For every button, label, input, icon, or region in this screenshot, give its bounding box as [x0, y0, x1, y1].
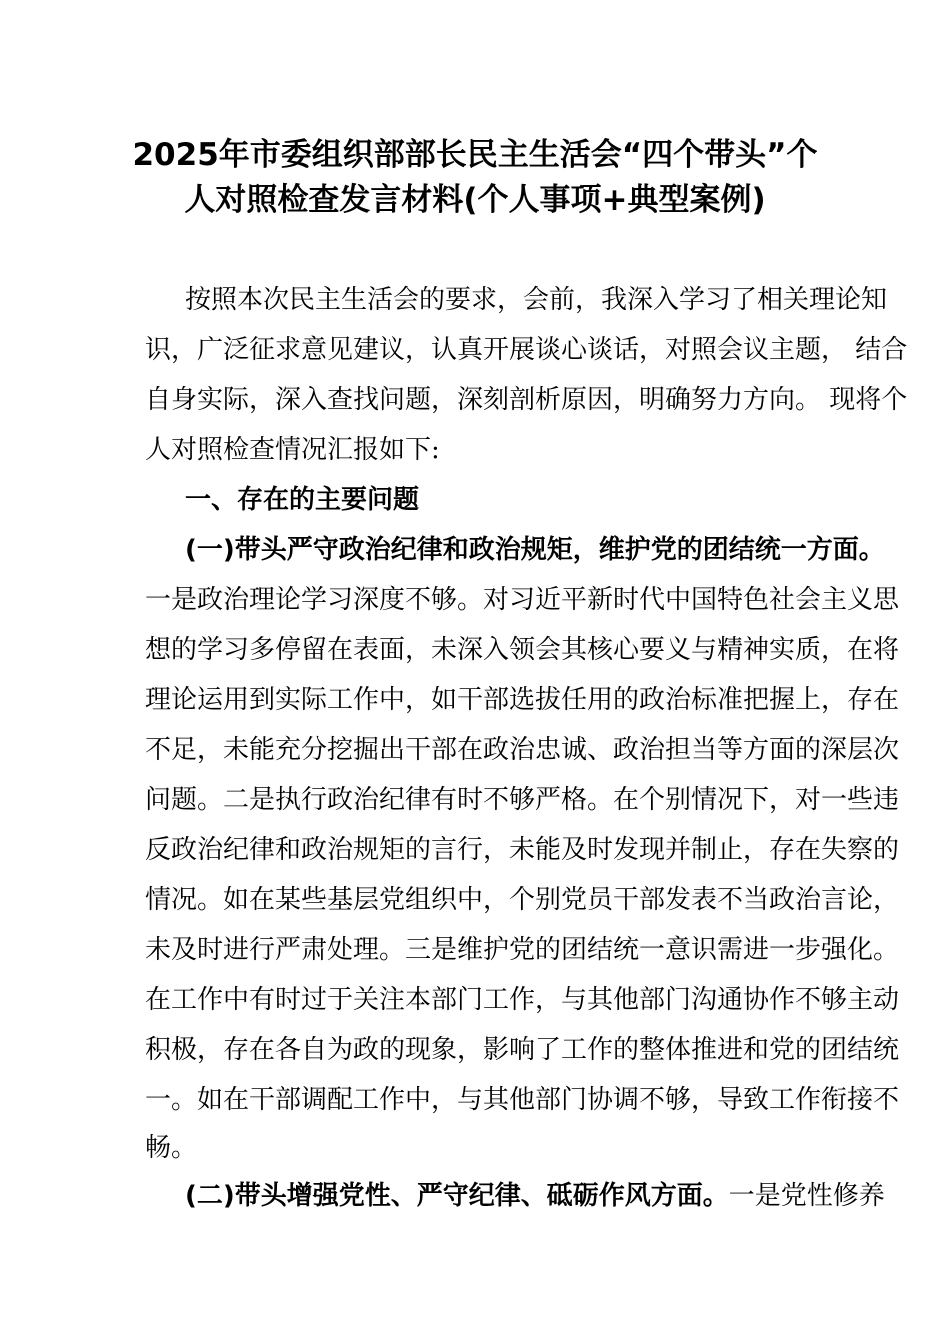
paragraph-line: 想的学习多停留在表面，未深入领会其核心要义与精神实质，在将: [145, 635, 900, 665]
subsection-heading: (一)带头严守政治纪律和政治规矩，维护党的团结统一方面。: [185, 535, 885, 565]
paragraph-line-mixed: [145, 1171, 885, 1221]
document-title-line-2: 人对照检查发言材料(个人事项+典型案例): [184, 182, 766, 218]
paragraph-line: 理论运用到实际工作中，如干部选拔任用的政治标准把握上，存在: [145, 685, 900, 715]
paragraph-line: 积极，存在各自为政的现象，影响了工作的整体推进和党的团结统: [145, 1035, 900, 1065]
paragraph-line: 畅。: [145, 1133, 198, 1163]
subsection-heading: (二)带头增强党性、严守纪律、砥砺作风方面。: [185, 1181, 729, 1211]
section-heading: 一、存在的主要问题: [185, 485, 420, 515]
paragraph-line: 按照本次民主生活会的要求，会前，我深入学习了相关理论知: [185, 285, 888, 315]
paragraph-text: 一是党性修养: [728, 1181, 885, 1211]
paragraph-line: 情况。如在某些基层党组织中，个别党员干部发表不当政治言论，: [145, 885, 900, 915]
paragraph-line: 反政治纪律和政治规矩的言行，未能及时发现并制止，存在失察的: [145, 835, 900, 865]
document-title-line-1: 2025年市委组织部部长民主生活会“四个带头”个: [132, 137, 818, 173]
paragraph-line: 识，广泛征求意见建议，认真开展谈心谈话，对照会议主题， 结合: [145, 335, 908, 365]
document-body: [145, 275, 908, 1221]
paragraph-line: 不足，未能充分挖掘出干部在政治忠诚、政治担当等方面的深层次: [145, 735, 900, 765]
paragraph-line: 一是政治理论学习深度不够。对习近平新时代中国特色社会主义思: [145, 585, 900, 615]
paragraph-line: 未及时进行严肃处理。三是维护党的团结统一意识需进一步强化。: [145, 935, 900, 965]
paragraph-line: 在工作中有时过于关注本部门工作，与其他部门沟通协作不够主动: [145, 985, 900, 1015]
paragraph-line: 一。如在干部调配工作中，与其他部门协调不够，导致工作衔接不: [145, 1085, 900, 1115]
paragraph-line: 问题。二是执行政治纪律有时不够严格。在个别情况下，对一些违: [145, 785, 900, 815]
paragraph-line: 人对照检查情况汇报如下:: [145, 435, 440, 465]
paragraph-line: 自身实际，深入查找问题，深刻剖析原因，明确努力方向。 现将个: [145, 385, 908, 415]
